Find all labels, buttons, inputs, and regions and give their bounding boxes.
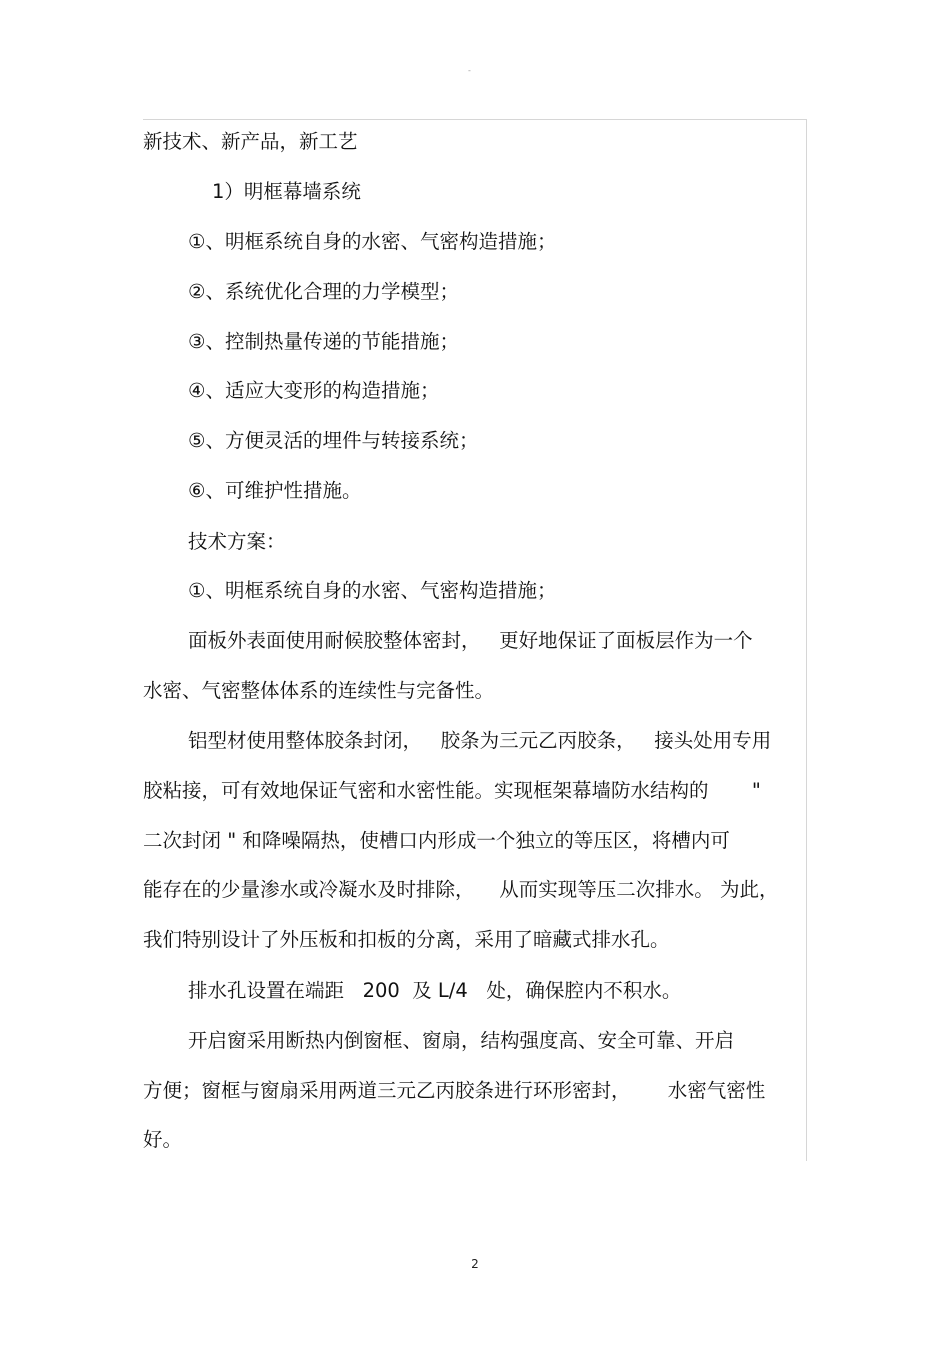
page-number: 2	[471, 1257, 479, 1271]
tech-heading: 技术方案：	[188, 530, 286, 553]
list-item: ⑥、可维护性措施。	[188, 479, 362, 502]
section-title: 新技术、新产品，新工艺	[143, 130, 358, 153]
list-item: ③、控制热量传递的节能措施；	[188, 330, 459, 353]
paragraph-line: 二次封闭 " 和降噪隔热，使槽口内形成一个独立的等压区，将槽内可	[143, 829, 730, 852]
paragraph-line: 排水孔设置在端距 200 及 L/4 处，确保腔内不积水。	[188, 979, 682, 1002]
list-item: ①、明框系统自身的水密、气密构造措施；	[188, 230, 557, 253]
list-item: ⑤、方便灵活的埋件与转接系统；	[188, 429, 479, 452]
header-mark: -	[468, 66, 471, 75]
paragraph-line: 方便；窗框与窗扇采用两道三元乙丙胶条进行环形密封， 水密气密性	[143, 1079, 766, 1102]
paragraph-line: 我们特别设计了外压板和扣板的分离，采用了暗藏式排水孔。	[143, 928, 670, 951]
paragraph-line: 铝型材使用整体胶条封闭， 胶条为三元乙丙胶条， 接头处用专用	[188, 729, 772, 752]
list-item: ④、适应大变形的构造措施；	[188, 379, 440, 402]
paragraph-line: 能存在的少量渗水或冷凝水及时排除， 从而实现等压二次排水。 为此，	[143, 878, 779, 901]
list-item: ②、系统优化合理的力学模型；	[188, 280, 459, 303]
paragraph-line: 水密、气密整体体系的连续性与完备性。	[143, 679, 495, 702]
paragraph-line: 面板外表面使用耐候胶整体密封， 更好地保证了面板层作为一个	[188, 629, 753, 652]
subsection-title: 1）明框幕墙系统	[212, 180, 361, 203]
paragraph-line: 开启窗采用断热内倒窗框、窗扇，结构强度高、安全可靠、开启	[188, 1029, 735, 1052]
paragraph-line: 胶粘接，可有效地保证气密和水密性能。实现框架幕墙防水结构的 "	[143, 779, 761, 802]
tech-item: ①、明框系统自身的水密、气密构造措施；	[188, 579, 557, 602]
paragraph-line: 好。	[143, 1128, 183, 1151]
